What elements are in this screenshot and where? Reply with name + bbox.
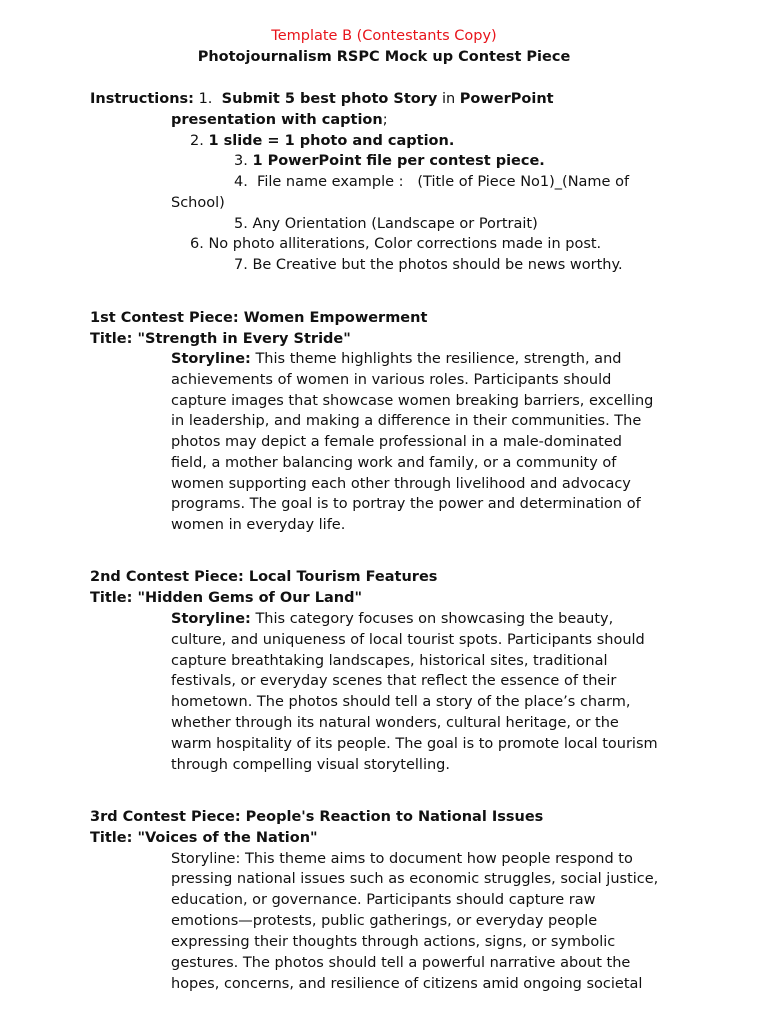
piece-3-line: hopes, concerns, and resilience of citizens amid ongoing societal [171, 976, 643, 992]
piece-2-line: festivals, or everyday scenes that reflect the essence of their [171, 673, 617, 689]
instructions-item-7: 7. Be Creative but the photos should be news worthy. [234, 257, 623, 273]
instructions-item-4-cont: School) [171, 195, 225, 211]
instructions-item-4: 4. File name example : (Title of Piece No1)_(Name of [234, 174, 630, 190]
piece-2-line: through compelling visual storytelling. [171, 757, 450, 773]
item1-end: ; [382, 112, 388, 128]
item2-number: 2. [190, 133, 204, 149]
piece-3-story-line [171, 849, 633, 869]
piece-1-line: photos may depict a female professional in a male-dominated [171, 434, 622, 450]
piece-3-line: This theme aims to document how people respond to [244, 851, 633, 867]
piece-2-storyline-label: Storyline: [171, 611, 251, 627]
piece-3-line: pressing national issues such as economic struggles, social justice, [171, 871, 659, 887]
instructions-label: Instructions: [90, 91, 194, 107]
piece-1-line: programs. The goal is to portray the power and determination of [171, 496, 641, 512]
piece-1-line: capture images that showcase women breaking barriers, excelling [171, 393, 654, 409]
piece-2-line: capture breathtaking landscapes, historical sites, traditional [171, 653, 608, 669]
item1-plain-text: in [441, 91, 456, 107]
piece-3-heading: 3rd Contest Piece: People's Reaction to National Issues [90, 809, 544, 825]
document-title: Photojournalism RSPC Mock up Contest Piece [197, 49, 571, 65]
instructions-item-6: 6. No photo alliterations, Color corrections made in post. [190, 236, 602, 252]
piece-1-line: This theme highlights the resilience, strength, and [255, 351, 622, 367]
piece-3-line: education, or governance. Participants should capture raw [171, 892, 596, 908]
piece-2-line: warm hospitality of its people. The goal is to promote local tourism [171, 736, 658, 752]
piece-2-heading: 2nd Contest Piece: Local Tourism Features [90, 569, 438, 585]
piece-3-title: Title: "Voices of the Nation" [90, 830, 318, 846]
item3-text: 1 PowerPoint file per contest piece. [252, 153, 545, 169]
piece-2-line: hometown. The photos should tell a story of the place’s charm, [171, 694, 631, 710]
item1-number: 1. [198, 91, 213, 107]
piece-2-line: culture, and uniqueness of local tourist spots. Participants should [171, 632, 645, 648]
item2-text: 1 slide = 1 photo and caption. [208, 133, 455, 149]
instructions-item-2 [190, 131, 454, 151]
piece-2-line: whether through its natural wonders, cultural heritage, or the [171, 715, 619, 731]
piece-1-title: Title: "Strength in Every Stride" [90, 331, 351, 347]
piece-1-story-line [171, 349, 621, 369]
piece-1-line: achievements of women in various roles. Participants should [171, 372, 612, 388]
piece-1-heading: 1st Contest Piece: Women Empowerment [90, 310, 428, 326]
item1-bold-text: Submit 5 best photo Story [221, 91, 438, 107]
template-title: Template B (Contestants Copy) [271, 28, 497, 44]
piece-1-line: field, a mother balancing work and family, or a community of [171, 455, 617, 471]
piece-1-line: women in everyday life. [171, 517, 346, 533]
instructions-item-5: 5. Any Orientation (Landscape or Portrait) [234, 216, 538, 232]
instructions-line-2 [171, 110, 388, 130]
item3-number: 3. [234, 153, 248, 169]
instructions-line-1 [90, 89, 554, 109]
instructions-item-3 [234, 151, 545, 171]
piece-1-line: in leadership, and making a difference in their communities. The [171, 413, 642, 429]
piece-1-storyline-label: Storyline: [171, 351, 251, 367]
piece-1-line: women supporting each other through livelihood and advocacy [171, 476, 631, 492]
piece-2-story-line [171, 609, 613, 629]
piece-3-storyline-label: Storyline: [171, 851, 241, 867]
piece-3-line: expressing their thoughts through actions, signs, or symbolic [171, 934, 616, 950]
item1-bold-continued: presentation with caption [171, 112, 383, 128]
piece-2-line: This category focuses on showcasing the beauty, [255, 611, 614, 627]
item1-bold-powerpoint: PowerPoint [459, 91, 554, 107]
piece-2-title: Title: "Hidden Gems of Our Land" [90, 590, 363, 606]
piece-3-line: emotions—protests, public gatherings, or everyday people [171, 913, 598, 929]
piece-3-line: gestures. The photos should tell a powerful narrative about the [171, 955, 631, 971]
